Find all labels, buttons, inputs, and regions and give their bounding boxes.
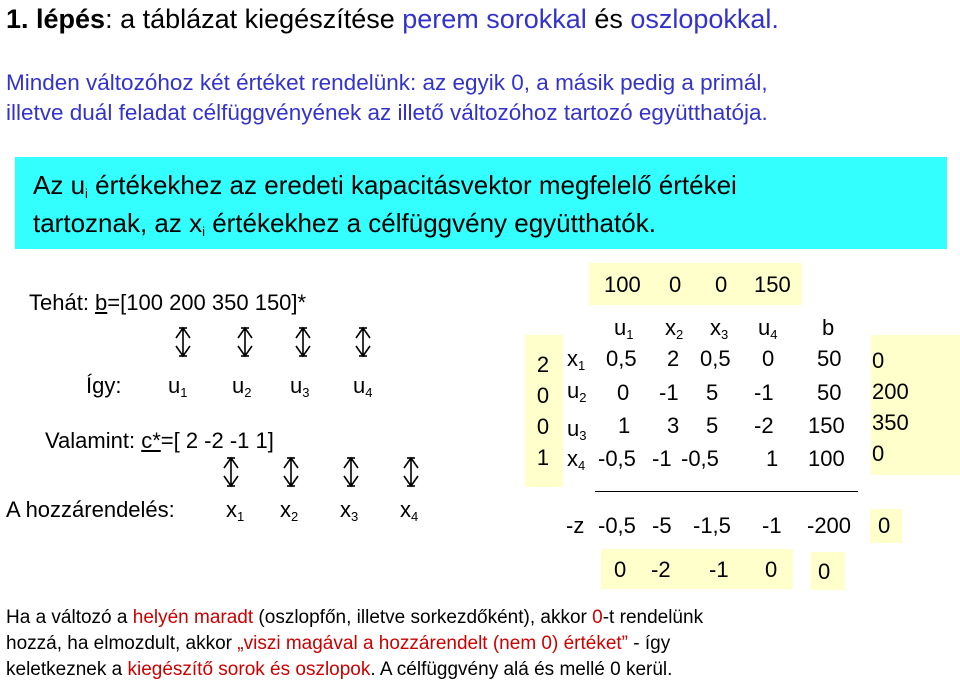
u-sub: 4: [365, 385, 373, 400]
col-sub: 4: [770, 327, 778, 342]
col-var: x: [665, 315, 676, 340]
top-value: 0: [715, 272, 728, 297]
row-head: [567, 416, 586, 442]
cell: -0,5: [598, 446, 636, 471]
col-head: [710, 315, 728, 341]
arrow-icon: [284, 458, 298, 486]
cell: -1: [652, 446, 672, 471]
cell: 1: [618, 413, 631, 438]
x-var: x: [226, 497, 237, 522]
left-margin-col: [530, 349, 556, 473]
x-var: x: [340, 497, 351, 522]
c-values: =[ 2 -2 -1 1]: [160, 428, 274, 453]
z-value: -1,5: [693, 513, 731, 538]
cell: -2: [754, 413, 774, 438]
top-value: 100: [604, 272, 641, 297]
row-head: [567, 346, 585, 372]
hl-text: értékekhez a célfüggvény együtthatók.: [204, 208, 656, 238]
u-var: u: [353, 373, 366, 398]
left-margin-value: 2: [536, 352, 550, 377]
u-var: u: [290, 373, 303, 398]
z-value: -200: [807, 513, 852, 538]
col-var: u: [758, 315, 771, 340]
hl-sub: i: [202, 224, 205, 239]
hl-sub: i: [85, 186, 88, 201]
step-label: 1. lépés: [6, 4, 106, 34]
title-perem: perem sorokkal: [402, 4, 587, 34]
left-margin-value: 0: [536, 383, 550, 408]
cell: 50: [817, 380, 842, 405]
row-var: u: [567, 416, 580, 441]
bottom-paragraph: [6, 605, 703, 683]
bottom-line-2: [6, 631, 703, 657]
z-extra-value: 0: [878, 513, 891, 538]
c-vector-line: [45, 428, 274, 454]
b-values: =[100 200 350 150]*: [107, 290, 307, 315]
hozzarendeles-label: A hozzárendelés:: [6, 497, 175, 522]
x-sub: 4: [411, 509, 419, 524]
x1: [226, 497, 244, 523]
cell: 150: [808, 413, 845, 438]
row-sub: 2: [579, 390, 587, 405]
cell: 0,5: [606, 346, 637, 371]
x-var: x: [400, 497, 411, 522]
title-oszlop: oszlopokkal.: [630, 4, 779, 34]
bt: (oszlopfőn, illetve sorkezdőként), akkor: [253, 607, 593, 628]
u3: [290, 373, 309, 399]
z-value: -1: [762, 513, 782, 538]
x3: [340, 497, 358, 523]
cell: -0,5: [681, 446, 719, 471]
top-value: 0: [669, 272, 682, 297]
x-sub: 3: [351, 509, 359, 524]
bt-red: 0: [592, 607, 603, 628]
bt: hozzá, ha elmozdult, akkor: [6, 633, 238, 654]
u4: [353, 373, 372, 399]
bottom-value: 0: [614, 557, 627, 582]
title-text-b: és: [586, 4, 631, 34]
u-sub: 2: [244, 385, 252, 400]
col-sub: 2: [676, 327, 684, 342]
bottom-line-3: [6, 657, 703, 683]
row-head: [567, 446, 585, 472]
col-head: [758, 315, 777, 341]
x4: [400, 497, 418, 523]
col-head-b: b: [822, 315, 835, 340]
u-sub: 3: [302, 385, 310, 400]
c-prefix: Valamint:: [45, 428, 142, 453]
cell: 0,5: [700, 346, 731, 371]
row-sub: 4: [578, 458, 586, 473]
u-var: u: [168, 373, 181, 398]
col-sub: 3: [721, 327, 729, 342]
cell: -1: [659, 380, 679, 405]
x-sub: 1: [237, 509, 245, 524]
bt: - így: [628, 633, 671, 654]
row-var: x: [567, 346, 578, 371]
b-name: b: [95, 290, 108, 315]
bt-red: „viszi magával a hozzárendelt (nem 0) értéket”: [237, 633, 629, 654]
x2: [280, 497, 298, 523]
title-text-a: : a táblázat kiegészítése: [105, 4, 403, 34]
right-margin-value: 350: [872, 410, 909, 435]
arrow-icon: [224, 458, 238, 486]
row-var: x: [567, 446, 578, 471]
u2: [232, 373, 251, 399]
hl-text: tartoznak, az x: [33, 208, 203, 238]
col-var: u: [614, 315, 627, 340]
bt-red: kiegészítő sorok és oszlopok: [127, 659, 371, 680]
bottom-line-1: [6, 605, 703, 631]
cell: 50: [817, 346, 842, 371]
bottom-extra-value: 0: [818, 559, 831, 584]
arrow-icon: [238, 328, 252, 356]
hl-text: értékekhez az eredeti kapacitásvektor megfelelő értékei: [87, 170, 737, 200]
bt: -t rendelünk: [602, 607, 704, 628]
x-var: x: [280, 497, 291, 522]
cell: 100: [808, 446, 845, 471]
right-margin-value: 200: [872, 379, 909, 404]
cell: 5: [706, 413, 719, 438]
right-margin-col: [872, 345, 932, 469]
arrow-icon: [356, 328, 370, 356]
z-label: -z: [566, 513, 585, 538]
x-sub: 2: [291, 509, 299, 524]
col-head: [665, 315, 683, 341]
cell: 3: [667, 413, 680, 438]
left-margin-value: 0: [536, 414, 550, 439]
cell: 0: [762, 346, 775, 371]
left-margin-value: 1: [536, 445, 550, 470]
col-head: [614, 315, 633, 341]
col-var: x: [710, 315, 721, 340]
top-value: 150: [754, 272, 791, 297]
table-divider: [595, 491, 858, 492]
row-var: u: [567, 378, 580, 403]
arrow-icon: [404, 458, 418, 486]
row-sub: 3: [579, 428, 587, 443]
z-value: -0,5: [598, 513, 636, 538]
right-margin-value: 0: [872, 348, 885, 373]
u-var: u: [232, 373, 245, 398]
b-prefix: Tehát:: [29, 290, 96, 315]
arrow-icon: [344, 458, 358, 486]
bt: . A célfüggvény alá és mellé 0 kerül.: [370, 659, 673, 680]
hl-text: Az u: [33, 170, 86, 200]
igy-line: [86, 373, 121, 399]
row-head: [567, 378, 586, 404]
cell: 0: [617, 380, 630, 405]
bt-red: helyén maradt: [132, 607, 254, 628]
arrow-icon: [296, 328, 310, 356]
cell: 2: [667, 346, 680, 371]
z-value: -5: [652, 513, 672, 538]
bt: keletkeznek a: [6, 659, 128, 680]
c-name: c*: [141, 428, 161, 453]
cell: 1: [766, 446, 779, 471]
bottom-value: -2: [651, 557, 671, 582]
row-sub: 1: [578, 358, 586, 373]
col-sub: 1: [626, 327, 634, 342]
cell: 5: [706, 380, 719, 405]
cell: -1: [754, 380, 774, 405]
u-sub: 1: [180, 385, 188, 400]
u1: [168, 373, 187, 399]
right-margin-value: 0: [872, 441, 885, 466]
intro-line-1: Minden változóhoz két értéket rendelünk: az egyik 0, a másik pedig a primál,: [6, 70, 768, 95]
intro-line-2: illetve duál feladat célfüggvényének az illető változóhoz tartozó együtthatója.: [6, 100, 768, 125]
bottom-value: 0: [765, 557, 778, 582]
bottom-value: -1: [709, 557, 729, 582]
bt: Ha a változó a: [6, 607, 133, 628]
igy-label: Így:: [86, 373, 122, 398]
arrow-icon: [176, 328, 190, 356]
